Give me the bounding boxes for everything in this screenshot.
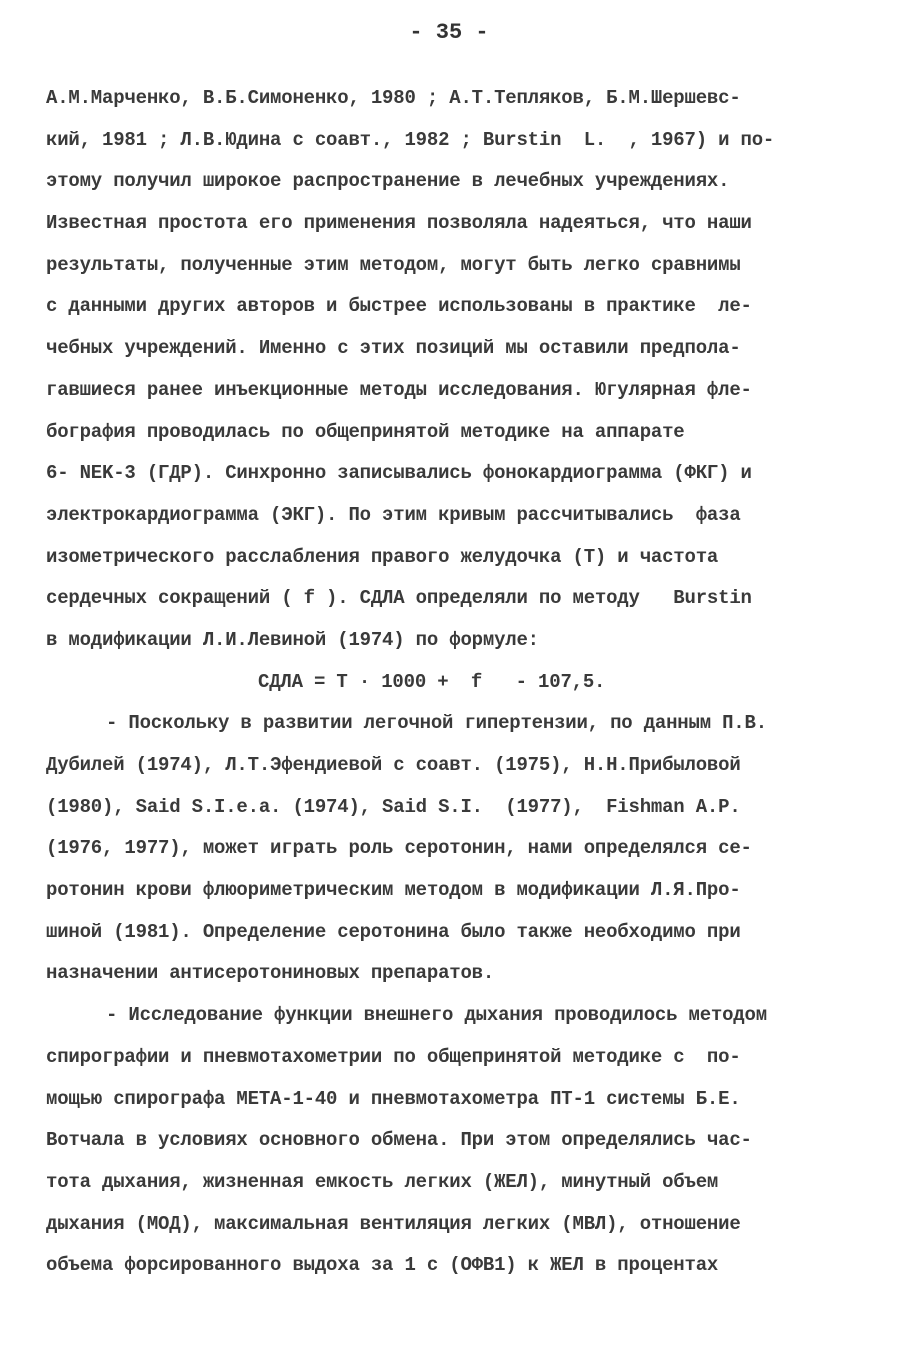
text-line: Известная простота его применения позволяла надеяться, что наши [46,212,752,235]
paragraph-start: - Исследование функции внешнего дыхания проводилось методом [106,1004,767,1027]
text-line: с данными других авторов и быстрее использованы в практике ле- [46,295,752,318]
page-number: - 35 - [409,20,489,45]
text-line: (1976, 1977), может играть роль серотонин, нами определялся се- [46,837,752,860]
text-line: назначении антисеротониновых препаратов. [46,962,495,985]
text-line: тота дыхания, жизненная емкость легких (ЖЕЛ), минутный объем [46,1170,719,1193]
text-line: ротонин крови флюориметрическим методом в модификации Л.Я.Про- [46,879,741,902]
text-line: объема форсированного выдоха за 1 с (ОФВ1) к ЖЕЛ в процентах [46,1254,719,1277]
paragraph-start: - Поскольку в развитии легочной гипертензии, по данным П.В. [106,712,767,735]
text-line: этому получил широкое распространение в лечебных учреждениях. [46,170,730,193]
text-line: шиной (1981). Определение серотонина было также необходимо при [46,920,741,943]
formula-line: СДЛА = Т · 1000 + f - 107,5. [258,670,606,693]
text-line: (1980), Said S.I.e.a. (1974), Said S.I. (1977), Fishman A.P. [46,795,741,818]
text-line: сердечных сокращений ( f ). СДЛА определяли по методу Burstin [46,587,752,610]
text-line: дыхания (МОД), максимальная вентиляция легких (МВЛ), отношение [46,1212,741,1235]
text-line: чебных учреждений. Именно с этих позиций мы оставили предпола- [46,337,741,360]
text-line: А.М.Марченко, В.Б.Симоненко, 1980 ; А.Т.Тепляков, Б.М.Шершевс- [46,87,741,109]
body-text [46,78,866,1287]
text-line: изометрического расслабления правого желудочка (Т) и частота [46,545,719,568]
text-line: спирографии и пневмотахометрии по общепринятой методике с по- [46,1045,741,1068]
text-line: гавшиеся ранее инъекционные методы исследования. Югулярная фле- [46,378,752,401]
text-line: результаты, полученные этим методом, могут быть легко сравнимы [46,253,741,276]
text-line: в модификации Л.И.Левиной (1974) по формуле: [46,628,539,651]
text-line: Вотчала в условиях основного обмена. При этом определялись час- [46,1129,752,1152]
text-line: кий, 1981 ; Л.В.Юдина с соавт., 1982 ; Burstin L. , 1967) и по- [46,128,775,151]
text-line: электрокардиограмма (ЭКГ). По этим кривым рассчитывались фаза [46,503,741,526]
text-line: Дубилей (1974), Л.Т.Эфендиевой с соавт. (1975), Н.Н.Прибыловой [46,754,741,776]
text-line: мощью спирографа МЕТА-1-40 и пневмотахометра ПТ-1 системы Б.Е. [46,1087,741,1110]
text-line: бография проводилась по общепринятой методике на аппарате [46,420,685,443]
text-line: 6- NEK-3 (ГДР). Синхронно записывались фонокардиограмма (ФКГ) и [46,462,752,485]
